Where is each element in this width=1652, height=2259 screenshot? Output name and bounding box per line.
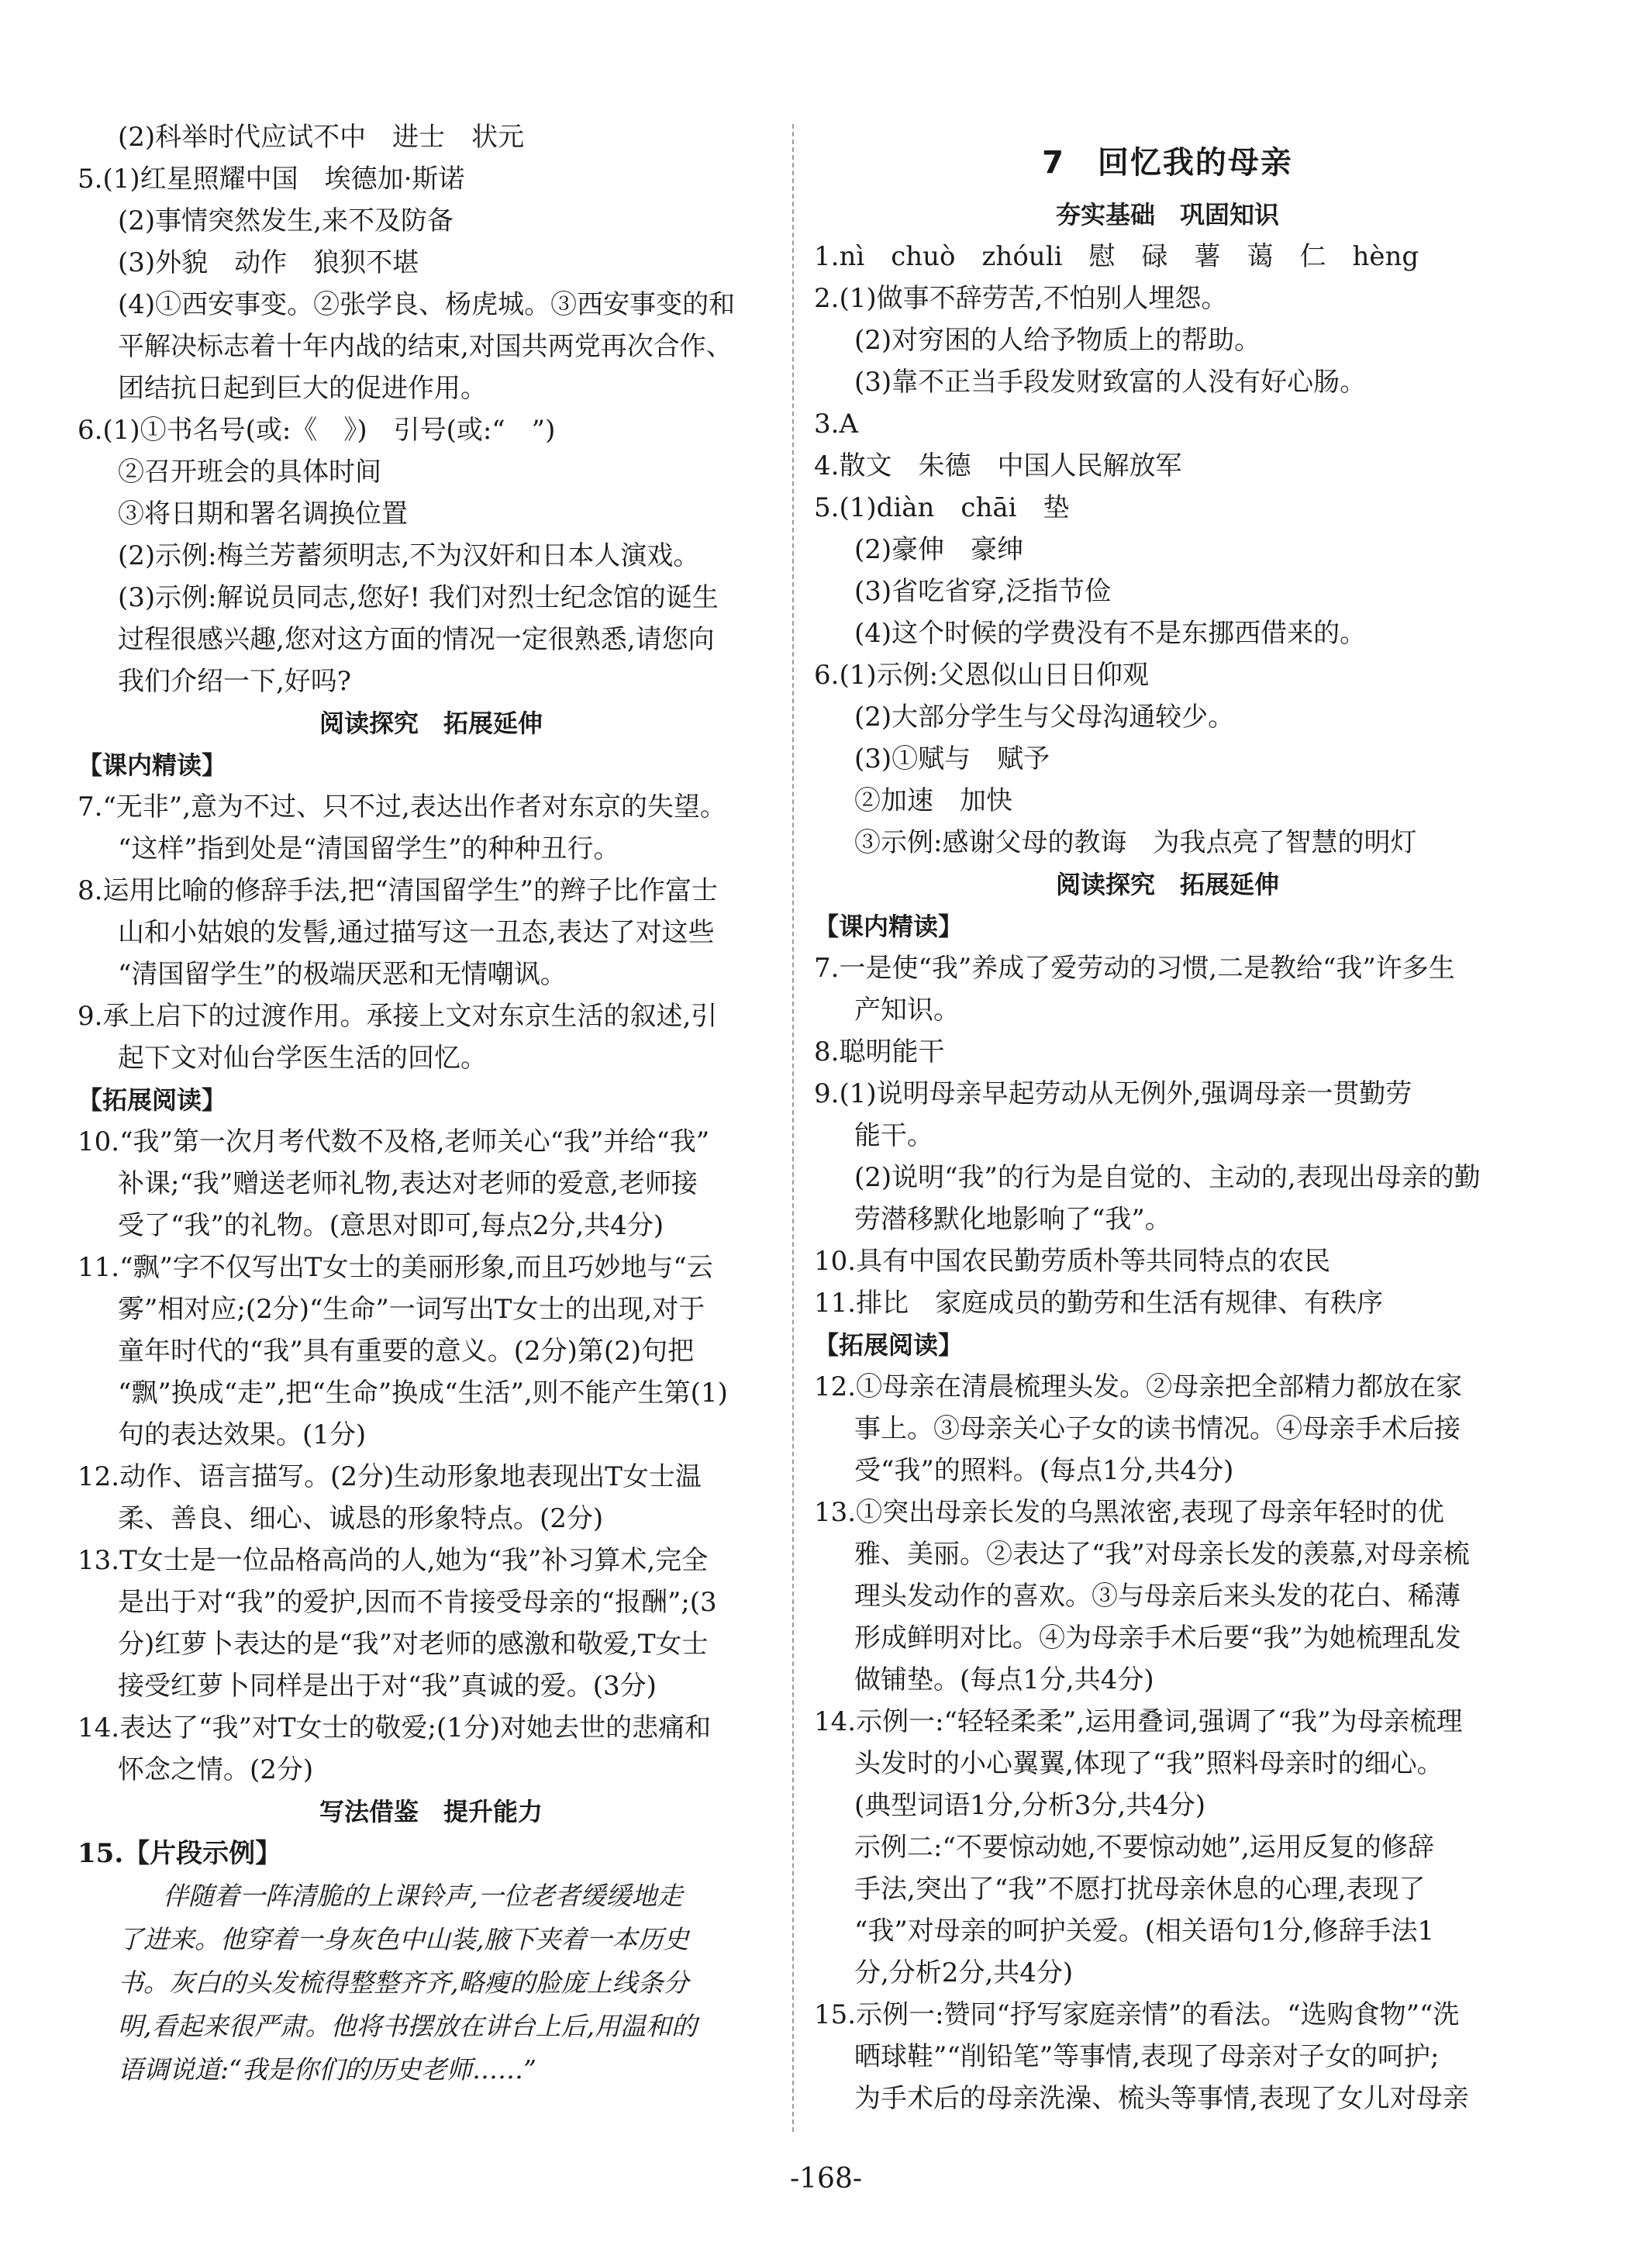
answer-line: “清国留学生”的极端厌恶和无情嘲讽。 [118,959,567,990]
answer-line: 分,分析2分,共4分) [854,1957,1074,1988]
answer-line: “这样”指到处是“清国留学生”的种种丑行。 [118,833,620,864]
answer-line: 我们介绍一下,好吗? [118,666,352,697]
answer-line: 柔、善良、细心、诚恳的形象特点。(2分) [118,1503,604,1534]
answer-line: (典型词语1分,分析3分,共4分) [854,1790,1206,1821]
answer-line: (3)①赋与 赋予 [854,743,1050,774]
page-number: -168- [789,2163,863,2195]
answer-line: 过程很感兴趣,您对这方面的情况一定很熟悉,请您向 [118,624,715,655]
answer-line: ③将日期和署名调换位置 [118,498,408,529]
answer-line: 起下文对仙台学医生活的回忆。 [118,1043,487,1074]
answer-line: 头发时的小心翼翼,体现了“我”照料母亲时的细心。 [854,1748,1443,1779]
answer-line: 分)红萝卜表达的是“我”对老师的感激和敬爱,T女士 [118,1629,709,1660]
answer-line: 3.A [814,409,858,440]
section-heading: 阅读探究 拓展延伸 [319,709,543,738]
answer-line: 雾”相对应;(2分)“生命”一词写出T女士的出现,对于 [118,1294,705,1325]
answer-line: 14.表达了“我”对T女士的敬爱;(1分)对她去世的悲痛和 [78,1712,712,1743]
answer-line: 10.具有中国农民勤劳质朴等共同特点的农民 [814,1246,1331,1277]
answer-line: 平解决标志着十年内战的结束,对国共两党再次合作、 [118,331,733,362]
handwritten-line: 伴随着一阵清脆的上课铃声,一位老者缓缓地走 [163,1881,683,1911]
answer-line: 10.“我”第一次月考代数不及格,老师关心“我”并给“我” [78,1126,710,1157]
answer-line: 受了“我”的礼物。(意思对即可,每点2分,共4分) [118,1210,664,1241]
left-column [78,116,785,2092]
answer-line: 6.(1)①书名号(或:《 》) 引号(或:“ ”) [78,415,556,446]
handwritten-line: 明,看起来很严肃。他将书摆放在讲台上后,用温和的 [118,2011,697,2041]
answer-line: 5.(1)diàn chāi 垫 [814,492,1070,523]
bracket-heading: 【拓展阅读】 [78,1085,227,1115]
answer-line: 是出于对“我”的爱护,因而不肯接受母亲的“报酬”;(3 [118,1587,717,1618]
answer-line: “我”对母亲的呵护关爱。(相关语句1分,修辞手法1 [854,1916,1435,1947]
handwritten-line: 语调说道:“我是你们的历史老师……” [118,2054,536,2085]
answer-line: 9.(1)说明母亲早起劳动从无例外,强调母亲一贯勤劳 [814,1078,1412,1109]
answer-line: 晒球鞋”“削铅笔”等事情,表现了母亲对子女的呵护; [854,2041,1440,2072]
answer-line: 15.【片段示例】 [78,1838,282,1869]
answer-line: 产知识。 [854,995,960,1026]
bracket-heading: 【课内精读】 [814,912,964,941]
answer-line: 13.T女士是一位品格高尚的人,她为“我”补习算术,完全 [78,1545,709,1576]
column-divider [792,124,794,2132]
answer-line: 11.排比 家庭成员的勤劳和生活有规律、有秩序 [814,1288,1384,1319]
answer-line: (2)示例:梅兰芳蓄须明志,不为汉奸和日本人演戏。 [118,540,700,571]
section-heading: 写法借鉴 提升能力 [319,1797,543,1826]
answer-line: 9.承上启下的过渡作用。承接上文对东京生活的叙述,引 [78,1001,718,1032]
answer-line: 示例二:“不要惊动她,不要惊动她”,运用反复的修辞 [854,1832,1434,1863]
answer-line: 14.示例一:“轻轻柔柔”,运用叠词,强调了“我”为母亲梳理 [814,1706,1463,1737]
answer-line: (2)对穷困的人给予物质上的帮助。 [854,325,1261,356]
answer-line: 为手术后的母亲洗澡、梳头等事情,表现了女儿对母亲 [854,2083,1469,2114]
answer-line: 做铺垫。(每点1分,共4分) [854,1664,1154,1695]
answer-line: 能干。 [854,1120,933,1151]
answer-line: 事上。③母亲关心子女的读书情况。④母亲手术后接 [854,1413,1461,1444]
answer-line: (3)示例:解说员同志,您好! 我们对烈士纪念馆的诞生 [118,582,719,613]
bracket-heading: 【课内精读】 [78,750,227,780]
answer-line: 怀念之情。(2分) [118,1754,314,1785]
answer-line: ②召开班会的具体时间 [118,457,381,488]
answer-line: 理头发动作的喜欢。③与母亲后来头发的花白、稀薄 [854,1581,1461,1612]
answer-line: 11.“飘”字不仅写出T女士的美丽形象,而且巧妙地与“云 [78,1252,713,1283]
answer-line: 受“我”的照料。(每点1分,共4分) [854,1455,1234,1486]
answer-line: 5.(1)红星照耀中国 埃德加·斯诺 [78,164,465,195]
answer-line: 12.动作、语言描写。(2分)生动形象地表现出T女士温 [78,1461,702,1492]
answer-line: 8.运用比喻的修辞手法,把“清国留学生”的辫子比作富士 [78,875,719,906]
answer-line: 雅、美丽。②表达了“我”对母亲长发的羡慕,对母亲梳 [854,1539,1470,1570]
bracket-heading: 【拓展阅读】 [814,1330,964,1360]
answer-line: 12.①母亲在清晨梳理头发。②母亲把全部精力都放在家 [814,1371,1463,1402]
answer-line: 劳潜移默化地影响了“我”。 [854,1204,1171,1235]
answer-line: 1.nì chuò zhóuli 慰 碌 薯 蔼 仁 hèng [814,241,1419,272]
answer-line: 山和小姑娘的发髻,通过描写这一丑态,表达了对这些 [118,917,715,948]
answer-line: (2)说明“我”的行为是自觉的、主动的,表现出母亲的勤 [854,1162,1481,1193]
answer-line: (4)这个时候的学费没有不是东挪西借来的。 [854,618,1367,649]
answer-line: “飘”换成“走”,把“生命”换成“生活”,则不能产生第(1) [118,1378,728,1409]
handwritten-line: 书。灰白的头发梳得整整齐齐,略瘦的脸庞上线条分 [118,1968,689,1998]
answer-line: (3)靠不正当手段发财致富的人没有好心肠。 [854,367,1367,398]
section-heading: 夯实基础 巩固知识 [1055,200,1279,229]
answer-line: (2)科举时代应试不中 进士 状元 [118,122,525,153]
handwritten-line: 了进来。他穿着一身灰色中山装,腋下夹着一本历史 [118,1924,689,1954]
lesson-title: 7 回忆我的母亲 [1042,145,1293,181]
answer-line: ③示例:感谢父母的教诲 为我点亮了智慧的明灯 [854,827,1417,858]
answer-line: (3)外貌 动作 狼狈不堪 [118,247,419,278]
answer-line: 补课;“我”赠送老师礼物,表达对老师的爱意,老师接 [118,1168,698,1199]
section-heading: 阅读探究 拓展延伸 [1055,870,1279,899]
answer-line: 接受红萝卜同样是出于对“我”真诚的爱。(3分) [118,1671,657,1702]
answer-line: 7.“无非”,意为不过、只不过,表达出作者对东京的失望。 [78,792,726,823]
answer-line: (2)大部分学生与父母沟通较少。 [854,702,1235,733]
answer-line: ②加速 加快 [854,785,1012,816]
answer-line: 2.(1)做事不辞劳苦,不怕别人埋怨。 [814,283,1228,314]
answer-line: 8.聪明能干 [814,1036,945,1067]
answer-line: 6.(1)示例:父恩似山日日仰观 [814,660,1150,691]
answer-line: 7.一是使“我”养成了爱劳动的习惯,二是教给“我”许多生 [814,953,1455,984]
answer-line: 团结抗日起到巨大的促进作用。 [118,373,487,404]
answer-line: (4)①西安事变。②张学良、杨虎城。③西安事变的和 [118,289,736,320]
answer-line: (2)豪伸 豪绅 [854,534,1024,565]
answer-line: 4.散文 朱德 中国人民解放军 [814,450,1182,481]
answer-line: 15.示例一:赞同“抒写家庭亲情”的看法。“选购食物”“洗 [814,1999,1460,2030]
answer-line: 13.①突出母亲长发的乌黑浓密,表现了母亲年轻时的优 [814,1497,1444,1528]
answer-line: 童年时代的“我”具有重要的意义。(2分)第(2)句把 [118,1336,695,1367]
answer-line: 句的表达效果。(1分) [118,1419,367,1450]
right-column [814,132,1521,2119]
answer-line: 形成鲜明对比。④为母亲手术后要“我”为她梳理乱发 [854,1623,1461,1654]
answer-line: (3)省吃省穿,泛指节俭 [854,576,1111,607]
answer-line: (2)事情突然发生,来不及防备 [118,205,454,236]
answer-line: 手法,突出了“我”不愿打扰母亲休息的心理,表现了 [854,1874,1426,1905]
